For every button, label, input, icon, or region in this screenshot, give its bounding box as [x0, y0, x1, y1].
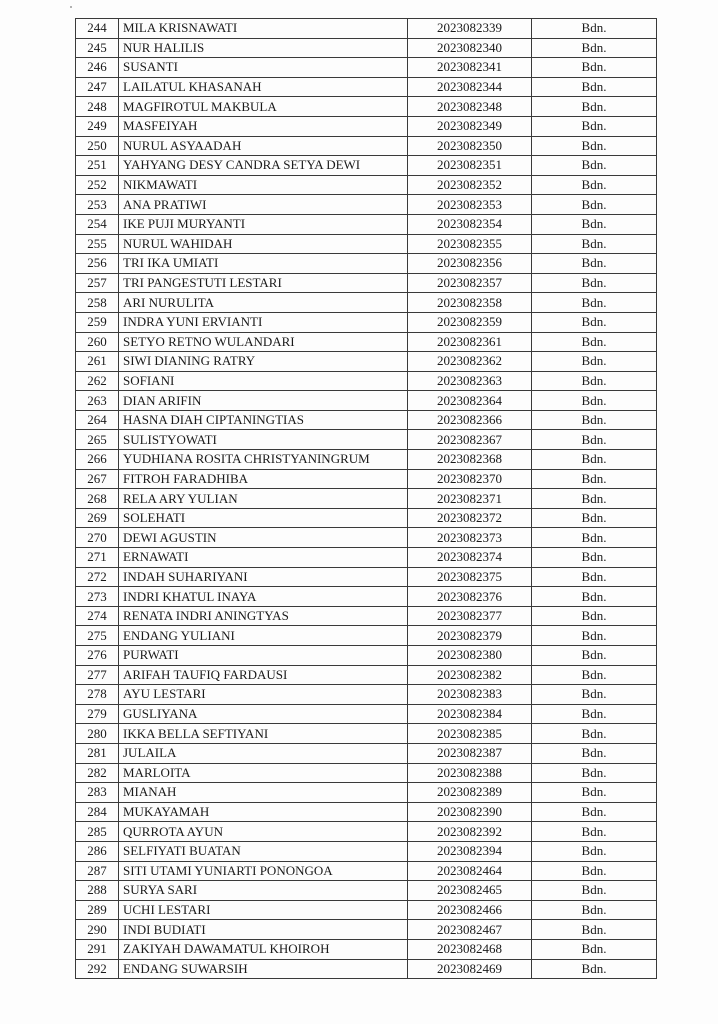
table-row [76, 548, 657, 568]
registration-number: 2023082372 [408, 508, 532, 528]
registration-number: 2023082354 [408, 214, 532, 234]
table-row [76, 587, 657, 607]
registration-number: 2023082339 [408, 19, 532, 39]
table-row [76, 508, 657, 528]
registration-number: 2023082351 [408, 156, 532, 176]
profession-abbrev: Bdn. [532, 273, 657, 293]
table-row [76, 312, 657, 332]
row-number: 285 [76, 822, 119, 842]
table-row [76, 606, 657, 626]
participant-name: SOLEHATI [119, 508, 408, 528]
participant-name: QURROTA AYUN [119, 822, 408, 842]
participant-name: MARLOITA [119, 763, 408, 783]
profession-abbrev: Bdn. [532, 430, 657, 450]
registration-number: 2023082355 [408, 234, 532, 254]
table-row [76, 58, 657, 78]
profession-abbrev: Bdn. [532, 508, 657, 528]
row-number: 265 [76, 430, 119, 450]
profession-abbrev: Bdn. [532, 626, 657, 646]
row-number: 280 [76, 724, 119, 744]
row-number: 266 [76, 450, 119, 470]
participant-name: UCHI LESTARI [119, 900, 408, 920]
row-number: 279 [76, 704, 119, 724]
table-row [76, 273, 657, 293]
table-row [76, 567, 657, 587]
participant-name: TRI IKA UMIATI [119, 254, 408, 274]
participant-name: SUSANTI [119, 58, 408, 78]
row-number: 275 [76, 626, 119, 646]
participant-name: DIAN ARIFIN [119, 391, 408, 411]
participant-name: SULISTYOWATI [119, 430, 408, 450]
profession-abbrev: Bdn. [532, 38, 657, 58]
participant-name: RENATA INDRI ANINGTYAS [119, 606, 408, 626]
profession-abbrev: Bdn. [532, 77, 657, 97]
registration-number: 2023082464 [408, 861, 532, 881]
participant-name: GUSLIYANA [119, 704, 408, 724]
row-number: 272 [76, 567, 119, 587]
participant-name: IKE PUJI MURYANTI [119, 214, 408, 234]
profession-abbrev: Bdn. [532, 743, 657, 763]
table-row [76, 136, 657, 156]
row-number: 250 [76, 136, 119, 156]
profession-abbrev: Bdn. [532, 175, 657, 195]
row-number: 271 [76, 548, 119, 568]
table-row [76, 352, 657, 372]
profession-abbrev: Bdn. [532, 489, 657, 509]
table-row [76, 802, 657, 822]
table-row [76, 116, 657, 136]
profession-abbrev: Bdn. [532, 58, 657, 78]
profession-abbrev: Bdn. [532, 254, 657, 274]
profession-abbrev: Bdn. [532, 763, 657, 783]
registration-number: 2023082349 [408, 116, 532, 136]
table-row [76, 430, 657, 450]
table-row [76, 724, 657, 744]
registration-number: 2023082366 [408, 410, 532, 430]
registration-number: 2023082348 [408, 97, 532, 117]
table-row [76, 489, 657, 509]
participant-name: NUR HALILIS [119, 38, 408, 58]
registration-number: 2023082364 [408, 391, 532, 411]
table-row [76, 743, 657, 763]
participant-name: SOFIANI [119, 371, 408, 391]
table-row [76, 371, 657, 391]
registration-number: 2023082466 [408, 900, 532, 920]
row-number: 292 [76, 959, 119, 979]
row-number: 246 [76, 58, 119, 78]
registration-number: 2023082341 [408, 58, 532, 78]
registration-number: 2023082350 [408, 136, 532, 156]
participant-name: RELA ARY YULIAN [119, 489, 408, 509]
table-row [76, 77, 657, 97]
profession-abbrev: Bdn. [532, 116, 657, 136]
profession-abbrev: Bdn. [532, 156, 657, 176]
participant-name: JULAILA [119, 743, 408, 763]
participant-name: NIKMAWATI [119, 175, 408, 195]
table-row [76, 410, 657, 430]
profession-abbrev: Bdn. [532, 920, 657, 940]
row-number: 286 [76, 841, 119, 861]
row-number: 247 [76, 77, 119, 97]
registration-number: 2023082467 [408, 920, 532, 940]
roster-table [75, 18, 657, 979]
row-number: 253 [76, 195, 119, 215]
table-row [76, 528, 657, 548]
participant-name: INDRA YUNI ERVIANTI [119, 312, 408, 332]
registration-number: 2023082373 [408, 528, 532, 548]
participant-name: HASNA DIAH CIPTANINGTIAS [119, 410, 408, 430]
registration-number: 2023082370 [408, 469, 532, 489]
table-row [76, 665, 657, 685]
row-number: 284 [76, 802, 119, 822]
row-number: 263 [76, 391, 119, 411]
profession-abbrev: Bdn. [532, 900, 657, 920]
table-row [76, 391, 657, 411]
profession-abbrev: Bdn. [532, 214, 657, 234]
registration-number: 2023082352 [408, 175, 532, 195]
participant-name: SIWI DIANING RATRY [119, 352, 408, 372]
table-row [76, 646, 657, 666]
participant-name: INDRI KHATUL INAYA [119, 587, 408, 607]
table-row [76, 685, 657, 705]
table-row [76, 900, 657, 920]
table-row [76, 822, 657, 842]
table-row [76, 450, 657, 470]
row-number: 276 [76, 646, 119, 666]
table-row [76, 704, 657, 724]
participant-name: AYU LESTARI [119, 685, 408, 705]
row-number: 268 [76, 489, 119, 509]
registration-number: 2023082367 [408, 430, 532, 450]
participant-name: SITI UTAMI YUNIARTI PONONGOA [119, 861, 408, 881]
profession-abbrev: Bdn. [532, 332, 657, 352]
profession-abbrev: Bdn. [532, 822, 657, 842]
registration-number: 2023082353 [408, 195, 532, 215]
table-row [76, 38, 657, 58]
participant-name: ZAKIYAH DAWAMATUL KHOIROH [119, 939, 408, 959]
table-row [76, 920, 657, 940]
participant-name: IKKA BELLA SEFTIYANI [119, 724, 408, 744]
row-number: 245 [76, 38, 119, 58]
registration-number: 2023082392 [408, 822, 532, 842]
row-number: 283 [76, 783, 119, 803]
registration-number: 2023082384 [408, 704, 532, 724]
row-number: 288 [76, 881, 119, 901]
profession-abbrev: Bdn. [532, 665, 657, 685]
row-number: 262 [76, 371, 119, 391]
registration-number: 2023082356 [408, 254, 532, 274]
profession-abbrev: Bdn. [532, 646, 657, 666]
participant-name: ERNAWATI [119, 548, 408, 568]
participant-name: ENDANG YULIANI [119, 626, 408, 646]
row-number: 252 [76, 175, 119, 195]
participant-name: INDI BUDIATI [119, 920, 408, 940]
table-row [76, 254, 657, 274]
profession-abbrev: Bdn. [532, 97, 657, 117]
registration-number: 2023082376 [408, 587, 532, 607]
profession-abbrev: Bdn. [532, 136, 657, 156]
row-number: 251 [76, 156, 119, 176]
registration-number: 2023082377 [408, 606, 532, 626]
row-number: 281 [76, 743, 119, 763]
registration-number: 2023082357 [408, 273, 532, 293]
participant-name: NURUL WAHIDAH [119, 234, 408, 254]
profession-abbrev: Bdn. [532, 312, 657, 332]
profession-abbrev: Bdn. [532, 685, 657, 705]
profession-abbrev: Bdn. [532, 861, 657, 881]
row-number: 287 [76, 861, 119, 881]
participant-name: NURUL ASYAADAH [119, 136, 408, 156]
registration-number: 2023082468 [408, 939, 532, 959]
participant-name: SETYO RETNO WULANDARI [119, 332, 408, 352]
table-row [76, 783, 657, 803]
participant-name: ANA PRATIWI [119, 195, 408, 215]
table-row [76, 841, 657, 861]
registration-number: 2023082390 [408, 802, 532, 822]
table-row [76, 195, 657, 215]
profession-abbrev: Bdn. [532, 371, 657, 391]
profession-abbrev: Bdn. [532, 19, 657, 39]
row-number: 269 [76, 508, 119, 528]
participant-name: LAILATUL KHASANAH [119, 77, 408, 97]
participant-name: MILA KRISNAWATI [119, 19, 408, 39]
row-number: 282 [76, 763, 119, 783]
profession-abbrev: Bdn. [532, 352, 657, 372]
registration-number: 2023082344 [408, 77, 532, 97]
row-number: 259 [76, 312, 119, 332]
table-row [76, 939, 657, 959]
profession-abbrev: Bdn. [532, 293, 657, 313]
table-row [76, 19, 657, 39]
row-number: 249 [76, 116, 119, 136]
registration-number: 2023082375 [408, 567, 532, 587]
row-number: 261 [76, 352, 119, 372]
table-row [76, 332, 657, 352]
profession-abbrev: Bdn. [532, 528, 657, 548]
table-row [76, 469, 657, 489]
profession-abbrev: Bdn. [532, 704, 657, 724]
table-row [76, 175, 657, 195]
row-number: 273 [76, 587, 119, 607]
registration-number: 2023082469 [408, 959, 532, 979]
registration-number: 2023082394 [408, 841, 532, 861]
table-row [76, 959, 657, 979]
row-number: 256 [76, 254, 119, 274]
participant-name: INDAH SUHARIYANI [119, 567, 408, 587]
table-row [76, 763, 657, 783]
row-number: 255 [76, 234, 119, 254]
profession-abbrev: Bdn. [532, 606, 657, 626]
row-number: 289 [76, 900, 119, 920]
participant-name: YUDHIANA ROSITA CHRISTYANINGRUM [119, 450, 408, 470]
profession-abbrev: Bdn. [532, 783, 657, 803]
row-number: 258 [76, 293, 119, 313]
registration-number: 2023082368 [408, 450, 532, 470]
row-number: 270 [76, 528, 119, 548]
row-number: 267 [76, 469, 119, 489]
table-row [76, 156, 657, 176]
table-row [76, 97, 657, 117]
table-row [76, 861, 657, 881]
registration-number: 2023082374 [408, 548, 532, 568]
participant-name: MUKAYAMAH [119, 802, 408, 822]
table-row [76, 293, 657, 313]
profession-abbrev: Bdn. [532, 802, 657, 822]
registration-number: 2023082358 [408, 293, 532, 313]
participant-name: YAHYANG DESY CANDRA SETYA DEWI [119, 156, 408, 176]
table-row [76, 214, 657, 234]
profession-abbrev: Bdn. [532, 391, 657, 411]
profession-abbrev: Bdn. [532, 469, 657, 489]
row-number: 277 [76, 665, 119, 685]
row-number: 291 [76, 939, 119, 959]
registration-number: 2023082382 [408, 665, 532, 685]
table-row [76, 234, 657, 254]
registration-number: 2023082388 [408, 763, 532, 783]
registration-number: 2023082379 [408, 626, 532, 646]
registration-number: 2023082340 [408, 38, 532, 58]
roster-body [76, 19, 657, 979]
registration-number: 2023082380 [408, 646, 532, 666]
row-number: 264 [76, 410, 119, 430]
participant-name: FITROH FARADHIBA [119, 469, 408, 489]
participant-name: ENDANG SUWARSIH [119, 959, 408, 979]
profession-abbrev: Bdn. [532, 587, 657, 607]
registration-number: 2023082363 [408, 371, 532, 391]
profession-abbrev: Bdn. [532, 841, 657, 861]
profession-abbrev: Bdn. [532, 195, 657, 215]
row-number: 257 [76, 273, 119, 293]
row-number: 278 [76, 685, 119, 705]
participant-name: PURWATI [119, 646, 408, 666]
registration-number: 2023082383 [408, 685, 532, 705]
participant-name: MIANAH [119, 783, 408, 803]
row-number: 248 [76, 97, 119, 117]
row-number: 260 [76, 332, 119, 352]
profession-abbrev: Bdn. [532, 450, 657, 470]
profession-abbrev: Bdn. [532, 959, 657, 979]
row-number: 274 [76, 606, 119, 626]
registration-number: 2023082465 [408, 881, 532, 901]
participant-name: MASFEIYAH [119, 116, 408, 136]
profession-abbrev: Bdn. [532, 410, 657, 430]
registration-number: 2023082387 [408, 743, 532, 763]
row-number: 254 [76, 214, 119, 234]
profession-abbrev: Bdn. [532, 939, 657, 959]
profession-abbrev: Bdn. [532, 567, 657, 587]
registration-number: 2023082362 [408, 352, 532, 372]
profession-abbrev: Bdn. [532, 234, 657, 254]
row-number: 290 [76, 920, 119, 940]
scan-speck [70, 6, 72, 8]
profession-abbrev: Bdn. [532, 724, 657, 744]
participant-name: SURYA SARI [119, 881, 408, 901]
participant-name: SELFIYATI BUATAN [119, 841, 408, 861]
table-row [76, 626, 657, 646]
registration-number: 2023082361 [408, 332, 532, 352]
registration-number: 2023082389 [408, 783, 532, 803]
participant-name: MAGFIROTUL MAKBULA [119, 97, 408, 117]
participant-name: ARI NURULITA [119, 293, 408, 313]
participant-name: TRI PANGESTUTI LESTARI [119, 273, 408, 293]
row-number: 244 [76, 19, 119, 39]
registration-number: 2023082371 [408, 489, 532, 509]
registration-number: 2023082359 [408, 312, 532, 332]
participant-name: DEWI AGUSTIN [119, 528, 408, 548]
participant-name: ARIFAH TAUFIQ FARDAUSI [119, 665, 408, 685]
profession-abbrev: Bdn. [532, 881, 657, 901]
table-row [76, 881, 657, 901]
registration-number: 2023082385 [408, 724, 532, 744]
profession-abbrev: Bdn. [532, 548, 657, 568]
